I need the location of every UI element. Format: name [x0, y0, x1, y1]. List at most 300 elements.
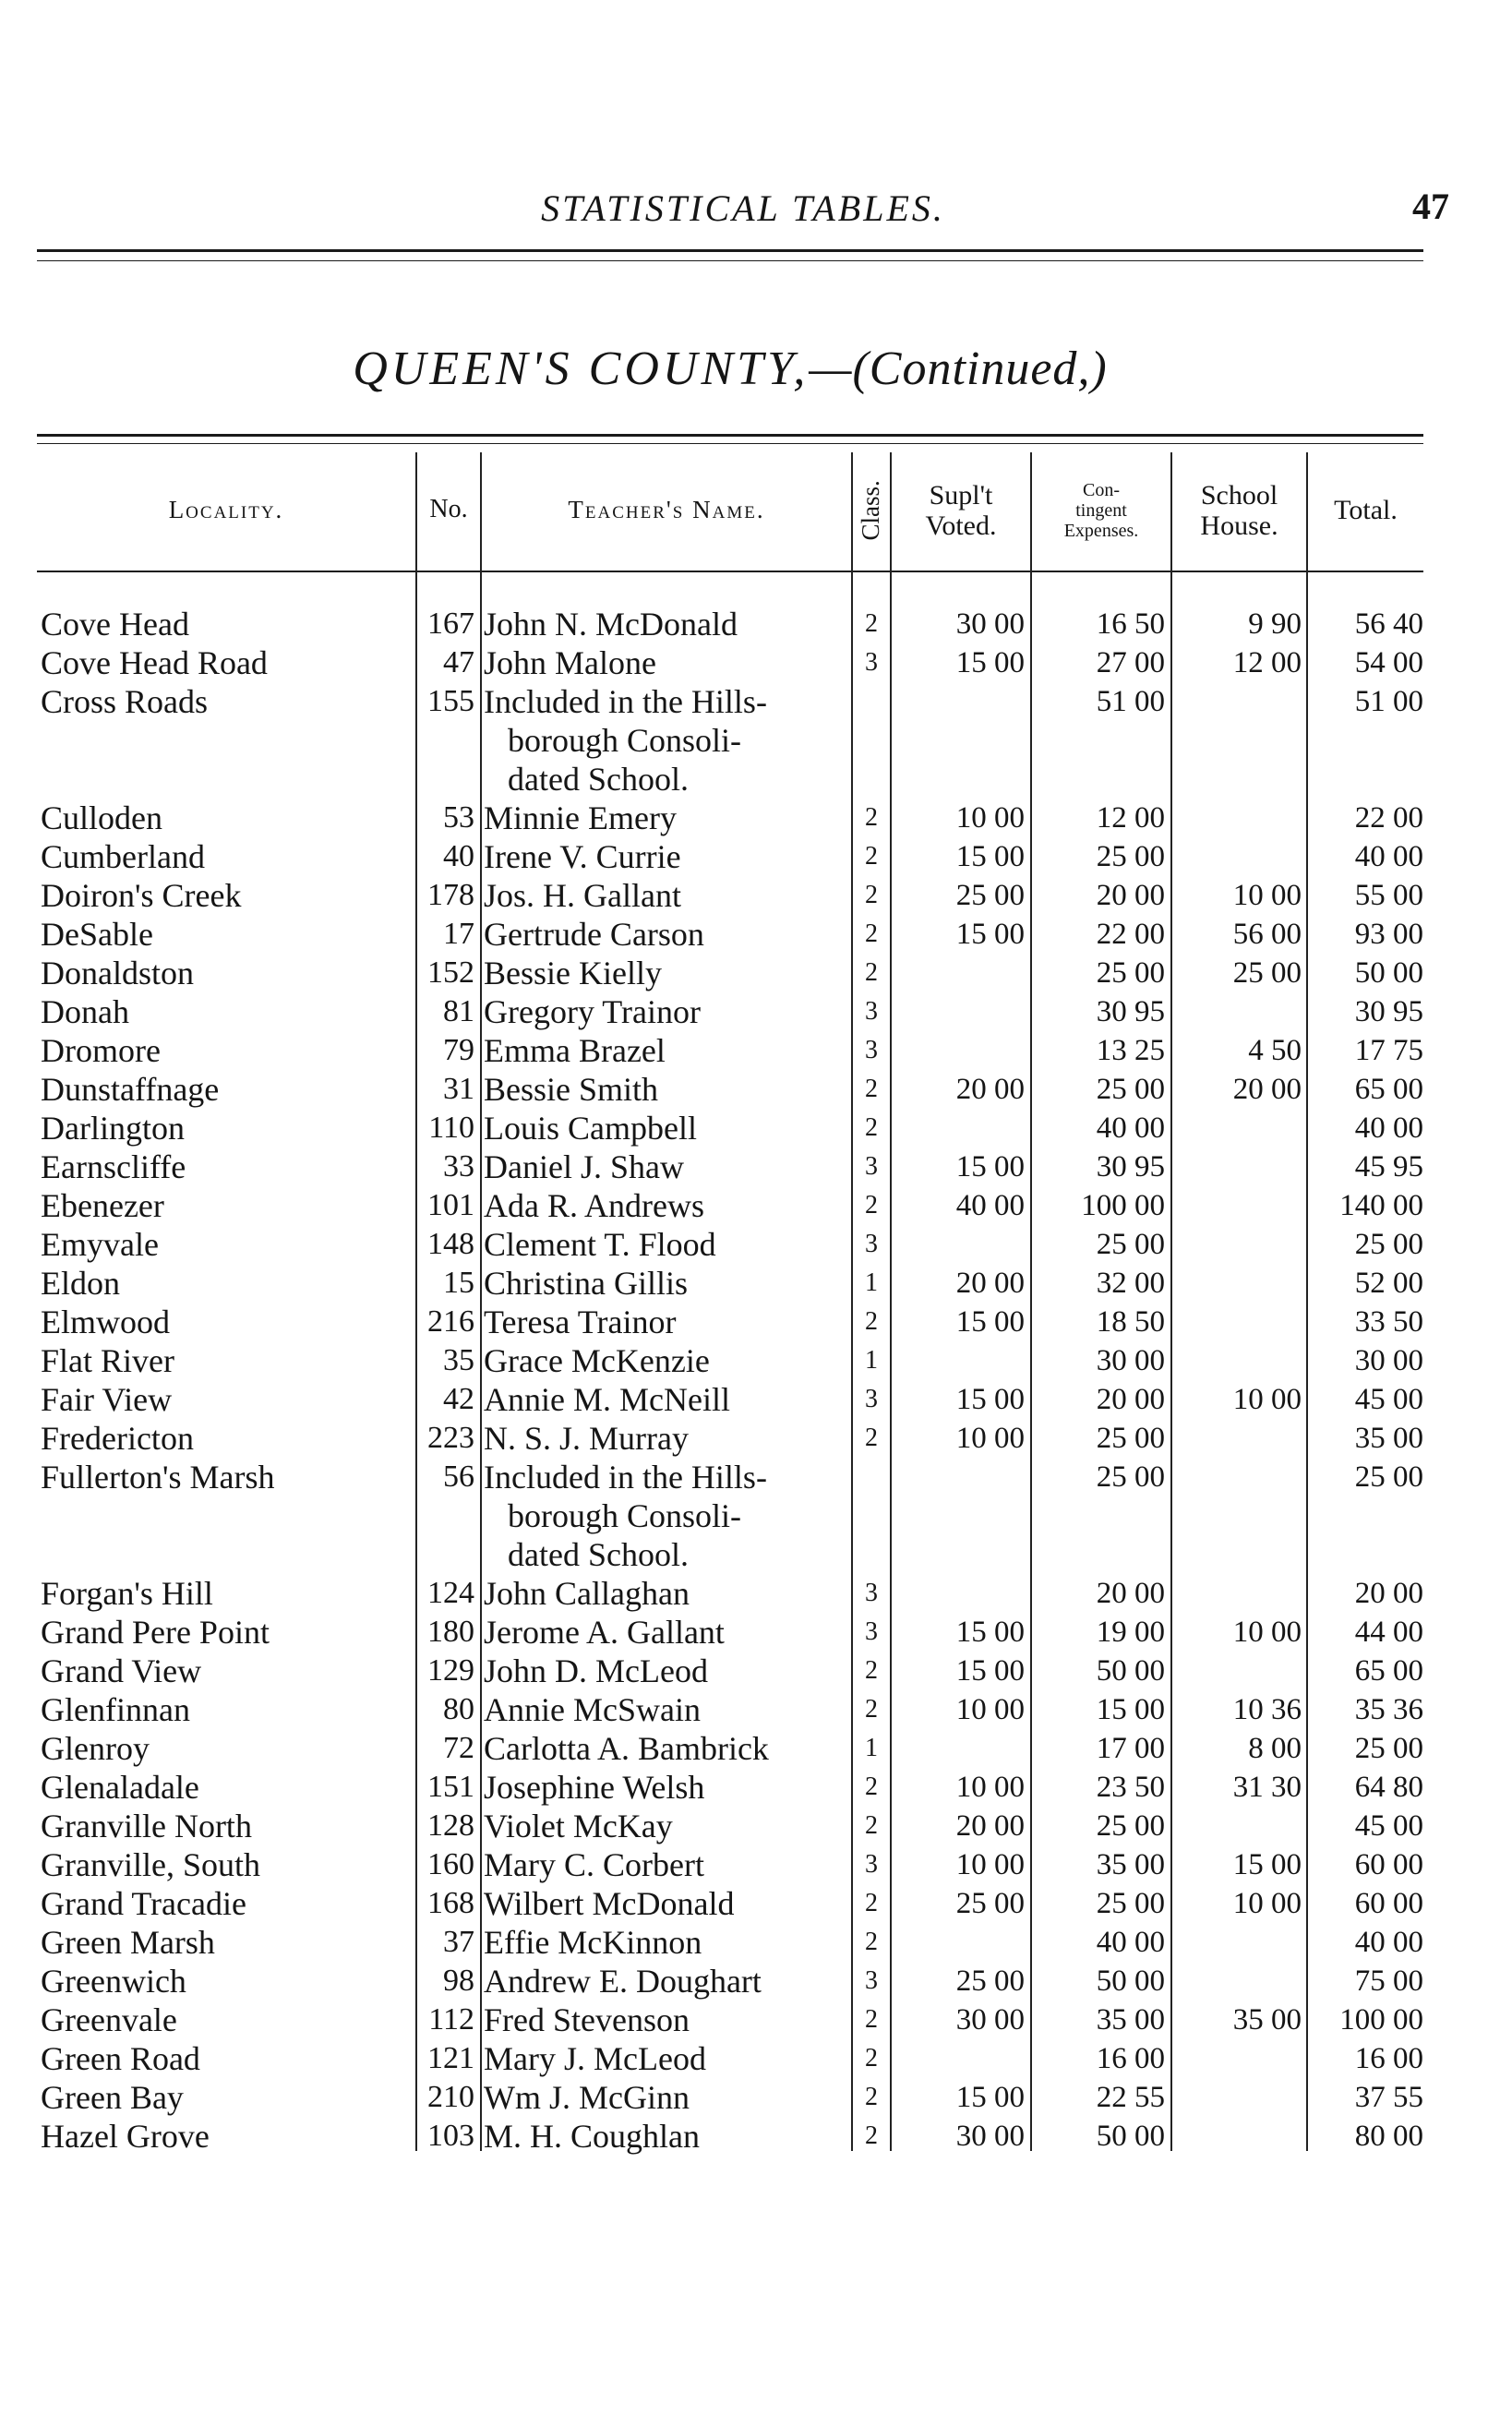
supl-voted-cell: 10 00 [955, 1771, 1025, 1804]
teacher-name-line: Jerome A. Gallant [484, 1614, 725, 1651]
total-cell: 37 55 [1354, 2081, 1423, 2114]
total-cell: 51 00 [1354, 685, 1423, 718]
locality-cell: Grand View [41, 1652, 202, 1689]
table-row [0, 1574, 1512, 1613]
contingent-cell: 16 50 [1096, 607, 1165, 641]
school-house-cell: 56 00 [1232, 918, 1302, 951]
school-house-cell [1172, 682, 1302, 721]
school-house-cell: 8 00 [1248, 1732, 1302, 1765]
class-cell: 2 [865, 1656, 878, 1685]
contingent-cell: 51 00 [1096, 685, 1165, 718]
supl-voted-cell: 30 00 [955, 2120, 1025, 2153]
supl-voted-cell: 10 00 [955, 801, 1025, 835]
running-title: STATISTICAL TABLES. [541, 187, 945, 229]
locality-cell: Forgan's Hill [41, 1575, 213, 1612]
number-cell: 152 [427, 955, 474, 990]
header-contingent [1032, 452, 1170, 568]
teacher-name-line: Bessie Smith [484, 1071, 659, 1108]
total-cell: 55 00 [1354, 879, 1423, 912]
teacher-cell [484, 1690, 853, 1729]
table-row [0, 876, 1512, 915]
supl-voted-cell: 20 00 [955, 1267, 1025, 1300]
teacher-cell [484, 1807, 853, 1845]
class-cell: 1 [865, 1346, 878, 1375]
class-cell: 2 [865, 842, 878, 871]
supl-voted-cell: 15 00 [955, 840, 1025, 873]
locality-cell: Grand Pere Point [41, 1614, 270, 1651]
supl-voted-cell: 15 00 [955, 2081, 1025, 2114]
header-supl [892, 452, 1030, 568]
school-house-cell: 15 00 [1232, 1848, 1302, 1881]
total-cell: 60 00 [1354, 1887, 1423, 1920]
table-row [0, 605, 1512, 643]
number-cell: 124 [427, 1576, 474, 1610]
header-total: Total. [1334, 495, 1398, 525]
number-cell: 148 [427, 1227, 474, 1261]
table-row [0, 1070, 1512, 1109]
header-contingent-line2: tingent [1075, 499, 1127, 521]
table-row [0, 1419, 1512, 1458]
school-house-cell: 10 00 [1232, 1616, 1302, 1649]
table-row [0, 1109, 1512, 1147]
teacher-cell [484, 1613, 853, 1652]
supl-voted-cell: 40 00 [955, 1189, 1025, 1222]
table-row [0, 1884, 1512, 1923]
teacher-name-line: Louis Campbell [484, 1110, 697, 1147]
locality-cell: Granville North [41, 1808, 252, 1844]
supl-voted-cell: 15 00 [955, 1305, 1025, 1339]
table-body [0, 605, 1512, 2156]
locality-cell: Elmwood [41, 1304, 170, 1340]
teacher-cell [484, 1729, 853, 1768]
table-header [0, 452, 1512, 568]
school-house-cell [1172, 1225, 1302, 1264]
header-school-line2: House. [1200, 510, 1278, 541]
contingent-cell: 15 00 [1096, 1693, 1165, 1726]
teacher-cell [484, 2039, 853, 2078]
class-cell: 2 [865, 1113, 878, 1142]
total-cell: 17 75 [1354, 1034, 1423, 1067]
teacher-cell [484, 915, 853, 954]
school-house-cell: 10 00 [1232, 879, 1302, 912]
class-cell: 3 [865, 1036, 878, 1064]
locality-cell: Donah [41, 993, 129, 1030]
total-cell: 40 00 [1354, 1111, 1423, 1145]
school-house-cell [1172, 1807, 1302, 1845]
teacher-cell [484, 2117, 853, 2156]
locality-cell: Cove Head [41, 606, 189, 643]
header-locality: Locality. [168, 495, 284, 523]
header-class-label: Class. [857, 479, 885, 541]
total-cell: 40 00 [1354, 1926, 1423, 1959]
header-school-house [1172, 452, 1306, 568]
school-house-cell [1172, 992, 1302, 1031]
supl-voted-cell: 30 00 [955, 607, 1025, 641]
number-cell: 37 [443, 1925, 474, 1959]
table-row [0, 2039, 1512, 2078]
locality-cell: DeSable [41, 916, 153, 953]
table-row [0, 992, 1512, 1031]
school-house-cell: 12 00 [1232, 646, 1302, 679]
contingent-cell: 32 00 [1096, 1267, 1165, 1300]
locality-cell: Darlington [41, 1110, 185, 1147]
total-cell: 30 00 [1354, 1344, 1423, 1377]
supl-voted-cell [892, 1458, 1025, 1496]
supl-voted-cell: 25 00 [955, 1887, 1025, 1920]
teacher-name-line: John D. McLeod [484, 1652, 708, 1689]
class-cell: 2 [865, 609, 878, 638]
locality-cell: Fair View [41, 1381, 173, 1418]
contingent-cell: 100 00 [1081, 1189, 1165, 1222]
total-cell: 45 95 [1354, 1150, 1423, 1183]
header-rule-top-1 [37, 434, 1423, 437]
school-house-cell [1172, 1186, 1302, 1225]
school-house-cell: 25 00 [1232, 956, 1302, 990]
teacher-cell [484, 1458, 853, 1574]
table-row [0, 1264, 1512, 1303]
running-head [37, 181, 1449, 236]
total-cell: 45 00 [1354, 1383, 1423, 1416]
supl-voted-cell: 20 00 [955, 1809, 1025, 1843]
total-cell: 30 95 [1354, 995, 1423, 1028]
table-title-main: QUEEN'S COUNTY, [353, 342, 810, 395]
teacher-name-line: Andrew E. Doughart [484, 1963, 762, 2000]
class-cell: 3 [865, 648, 878, 677]
teacher-cell [484, 799, 853, 837]
number-cell: 15 [443, 1266, 474, 1300]
locality-cell: Glenroy [41, 1730, 150, 1767]
teacher-name-line: Bessie Kielly [484, 955, 662, 991]
locality-cell: Green Marsh [41, 1924, 215, 1961]
supl-voted-cell [892, 992, 1025, 1031]
locality-cell: Greenvale [41, 2001, 177, 2038]
contingent-cell: 50 00 [1096, 1964, 1165, 1998]
locality-cell: Ebenezer [41, 1187, 164, 1224]
supl-voted-cell: 15 00 [955, 1383, 1025, 1416]
teacher-cell [484, 1652, 853, 1690]
number-cell: 129 [427, 1653, 474, 1688]
school-house-cell [1172, 2039, 1302, 2078]
class-cell: 1 [865, 1268, 878, 1297]
contingent-cell: 20 00 [1096, 1577, 1165, 1610]
table-row [0, 1613, 1512, 1652]
number-cell: 80 [443, 1692, 474, 1726]
class-cell: 2 [865, 1889, 878, 1917]
class-cell: 3 [865, 997, 878, 1026]
teacher-cell [484, 1768, 853, 1807]
total-cell: 45 00 [1354, 1809, 1423, 1843]
number-cell: 216 [427, 1304, 474, 1339]
school-house-cell [1172, 1264, 1302, 1303]
class-cell: 2 [865, 881, 878, 909]
total-cell: 65 00 [1354, 1073, 1423, 1106]
contingent-cell: 16 00 [1096, 2042, 1165, 2075]
total-cell: 75 00 [1354, 1964, 1423, 1998]
table-row [0, 1303, 1512, 1341]
locality-cell: Cove Head Road [41, 644, 268, 681]
locality-cell: Cross Roads [41, 683, 209, 720]
teacher-cell [484, 1419, 853, 1458]
school-house-cell [1172, 1962, 1302, 2000]
number-cell: 178 [427, 878, 474, 912]
header-rule-top-2 [37, 443, 1423, 444]
locality-cell: Fullerton's Marsh [41, 1459, 275, 1496]
table-row [0, 2117, 1512, 2156]
table-row [0, 682, 1512, 799]
number-cell: 110 [428, 1111, 474, 1145]
teacher-name-line: Carlotta A. Bambrick [484, 1730, 769, 1767]
total-cell: 60 00 [1354, 1848, 1423, 1881]
contingent-cell: 25 00 [1096, 840, 1165, 873]
header-contingent-line1: Con- [1082, 479, 1120, 500]
school-house-cell [1172, 2078, 1302, 2117]
number-cell: 128 [427, 1808, 474, 1843]
teacher-name-line: Emma Brazel [484, 1032, 666, 1069]
class-cell: 3 [865, 1617, 878, 1646]
supl-voted-cell: 25 00 [955, 879, 1025, 912]
teacher-name-line: Violet McKay [484, 1808, 673, 1844]
teacher-name-line: borough Consoli- [508, 1497, 742, 1534]
class-cell: 2 [865, 2005, 878, 2034]
top-rule-thin [37, 260, 1423, 261]
table-row [0, 1652, 1512, 1690]
teacher-name-line: N. S. J. Murray [484, 1420, 689, 1457]
contingent-cell: 23 50 [1096, 1771, 1165, 1804]
supl-voted-cell: 15 00 [955, 1616, 1025, 1649]
teacher-name-line: Included in the Hills- [484, 1459, 767, 1496]
contingent-cell: 25 00 [1096, 1073, 1165, 1106]
school-house-cell: 4 50 [1248, 1034, 1302, 1067]
class-cell [853, 1458, 890, 1496]
teacher-name-line: Jos. H. Gallant [484, 877, 681, 914]
school-house-cell [1172, 1458, 1302, 1496]
teacher-cell [484, 1031, 853, 1070]
school-house-cell [1172, 2117, 1302, 2156]
teacher-cell [484, 1147, 853, 1186]
teacher-name-line: dated School. [508, 1536, 689, 1573]
locality-cell: Grand Tracadie [41, 1885, 246, 1922]
contingent-cell: 22 55 [1096, 2081, 1165, 2114]
teacher-cell [484, 1109, 853, 1147]
locality-cell: Donaldston [41, 955, 194, 991]
supl-voted-cell [892, 1031, 1025, 1070]
teacher-cell [484, 682, 853, 799]
class-cell: 2 [865, 2044, 878, 2073]
school-house-cell [1172, 1341, 1302, 1380]
contingent-cell: 25 00 [1096, 1422, 1165, 1455]
table-row [0, 837, 1512, 876]
class-cell [853, 682, 890, 721]
number-cell: 35 [443, 1343, 474, 1377]
contingent-cell: 12 00 [1096, 801, 1165, 835]
total-cell: 56 40 [1354, 607, 1423, 641]
supl-voted-cell [892, 2039, 1025, 2078]
teacher-name-line: Wilbert McDonald [484, 1885, 735, 1922]
contingent-cell: 50 00 [1096, 1654, 1165, 1688]
table-row [0, 643, 1512, 682]
class-cell: 2 [865, 1772, 878, 1801]
total-cell: 65 00 [1354, 1654, 1423, 1688]
contingent-cell: 35 00 [1096, 2003, 1165, 2037]
table-row [0, 1923, 1512, 1962]
school-house-cell [1172, 1303, 1302, 1341]
table-row [0, 1807, 1512, 1845]
supl-voted-cell: 15 00 [955, 1654, 1025, 1688]
school-house-cell: 20 00 [1232, 1073, 1302, 1106]
number-cell: 33 [443, 1149, 474, 1183]
table-row [0, 1690, 1512, 1729]
school-house-cell: 10 00 [1232, 1383, 1302, 1416]
header-teacher: Teacher's Name. [568, 495, 765, 523]
teacher-name-line: M. H. Coughlan [484, 2118, 700, 2155]
total-cell: 35 36 [1354, 1693, 1423, 1726]
contingent-cell: 50 00 [1096, 2120, 1165, 2153]
locality-cell: Flat River [41, 1342, 174, 1379]
number-cell: 72 [443, 1731, 474, 1765]
class-cell: 2 [865, 1695, 878, 1724]
locality-cell: Culloden [41, 799, 162, 836]
supl-voted-cell: 20 00 [955, 1073, 1025, 1106]
school-house-cell [1172, 1574, 1302, 1613]
locality-cell: Glenaladale [41, 1769, 199, 1806]
contingent-cell: 17 00 [1096, 1732, 1165, 1765]
teacher-cell [484, 1962, 853, 2000]
teacher-name-line: Annie M. McNeill [484, 1381, 730, 1418]
teacher-name-line: Wm J. McGinn [484, 2079, 690, 2116]
teacher-name-line: Grace McKenzie [484, 1342, 710, 1379]
class-cell: 3 [865, 1152, 878, 1181]
number-cell: 79 [443, 1033, 474, 1067]
school-house-cell [1172, 837, 1302, 876]
teacher-cell [484, 954, 853, 992]
class-cell: 2 [865, 803, 878, 832]
class-cell: 2 [865, 919, 878, 948]
supl-voted-cell [892, 1574, 1025, 1613]
total-cell: 22 00 [1354, 801, 1423, 835]
teacher-name-line: Teresa Trainor [484, 1304, 677, 1340]
teacher-name-line: borough Consoli- [508, 722, 742, 759]
class-cell: 2 [865, 1928, 878, 1956]
number-cell: 155 [427, 684, 474, 718]
total-cell: 64 80 [1354, 1771, 1423, 1804]
teacher-name-line: John N. McDonald [484, 606, 738, 643]
locality-cell: Earnscliffe [41, 1148, 186, 1185]
number-cell: 53 [443, 800, 474, 835]
class-cell: 2 [865, 1307, 878, 1336]
contingent-cell: 18 50 [1096, 1305, 1165, 1339]
page-number: 47 [1412, 186, 1449, 227]
teacher-cell [484, 1884, 853, 1923]
total-cell: 40 00 [1354, 840, 1423, 873]
total-cell: 25 00 [1354, 1228, 1423, 1261]
header-school-line1: School [1200, 479, 1278, 511]
contingent-cell: 27 00 [1096, 646, 1165, 679]
class-cell: 2 [865, 1424, 878, 1452]
locality-cell: Cumberland [41, 838, 205, 875]
table-row [0, 2000, 1512, 2039]
number-cell: 160 [427, 1847, 474, 1881]
teacher-cell [484, 2000, 853, 2039]
number-cell: 98 [443, 1964, 474, 1998]
class-cell: 2 [865, 958, 878, 987]
class-cell: 2 [865, 1191, 878, 1220]
teacher-cell [484, 876, 853, 915]
school-house-cell: 10 36 [1232, 1693, 1302, 1726]
teacher-cell [484, 1574, 853, 1613]
table-title [37, 342, 1423, 396]
teacher-name-line: Gertrude Carson [484, 916, 704, 953]
contingent-cell: 35 00 [1096, 1848, 1165, 1881]
contingent-cell: 40 00 [1096, 1111, 1165, 1145]
school-house-cell [1172, 799, 1302, 837]
teacher-name-line: Daniel J. Shaw [484, 1148, 684, 1185]
school-house-cell: 9 90 [1248, 607, 1302, 641]
total-cell: 25 00 [1354, 1460, 1423, 1494]
number-cell: 121 [427, 2041, 474, 2075]
number-cell: 101 [427, 1188, 474, 1222]
table-title-continued: —(Continued,) [809, 342, 1108, 395]
supl-voted-cell: 15 00 [955, 918, 1025, 951]
class-cell: 3 [865, 1385, 878, 1413]
contingent-cell: 13 25 [1096, 1034, 1165, 1067]
header-class [853, 452, 890, 568]
header-supl-line2: Voted. [925, 510, 997, 541]
supl-voted-cell: 10 00 [955, 1693, 1025, 1726]
number-cell: 42 [443, 1382, 474, 1416]
supl-voted-cell [892, 954, 1025, 992]
teacher-name-line: dated School. [508, 761, 689, 798]
teacher-cell [484, 1225, 853, 1264]
table-row [0, 799, 1512, 837]
contingent-cell: 20 00 [1096, 1383, 1165, 1416]
total-cell: 20 00 [1354, 1577, 1423, 1610]
table-row [0, 954, 1512, 992]
teacher-cell [484, 643, 853, 682]
header-contingent-line3: Expenses. [1063, 520, 1139, 541]
locality-cell: Green Bay [41, 2079, 184, 2116]
header-rule-bottom [37, 571, 1423, 572]
locality-cell: Eldon [41, 1265, 120, 1302]
class-cell: 1 [865, 1734, 878, 1762]
school-house-cell [1172, 1652, 1302, 1690]
supl-voted-cell: 30 00 [955, 2003, 1025, 2037]
contingent-cell: 25 00 [1096, 1228, 1165, 1261]
contingent-cell: 19 00 [1096, 1616, 1165, 1649]
teacher-name-line: Included in the Hills- [484, 683, 767, 720]
contingent-cell: 40 00 [1096, 1926, 1165, 1959]
table-row [0, 1341, 1512, 1380]
class-cell: 3 [865, 1579, 878, 1607]
table-row [0, 1186, 1512, 1225]
class-cell: 3 [865, 1230, 878, 1258]
contingent-cell: 30 95 [1096, 995, 1165, 1028]
school-house-cell: 10 00 [1232, 1887, 1302, 1920]
locality-cell: Dunstaffnage [41, 1071, 220, 1108]
teacher-name-line: Mary J. McLeod [484, 2040, 706, 2077]
total-cell: 100 00 [1339, 2003, 1423, 2037]
teacher-name-line: Annie McSwain [484, 1691, 701, 1728]
number-cell: 103 [427, 2119, 474, 2153]
total-cell: 25 00 [1354, 1732, 1423, 1765]
number-cell: 17 [443, 917, 474, 951]
class-cell: 2 [865, 1075, 878, 1103]
total-cell: 140 00 [1339, 1189, 1423, 1222]
locality-cell: Green Road [41, 2040, 200, 2077]
contingent-cell: 25 00 [1096, 956, 1165, 990]
supl-voted-cell: 10 00 [955, 1422, 1025, 1455]
contingent-cell: 30 00 [1096, 1344, 1165, 1377]
teacher-cell [484, 1845, 853, 1884]
